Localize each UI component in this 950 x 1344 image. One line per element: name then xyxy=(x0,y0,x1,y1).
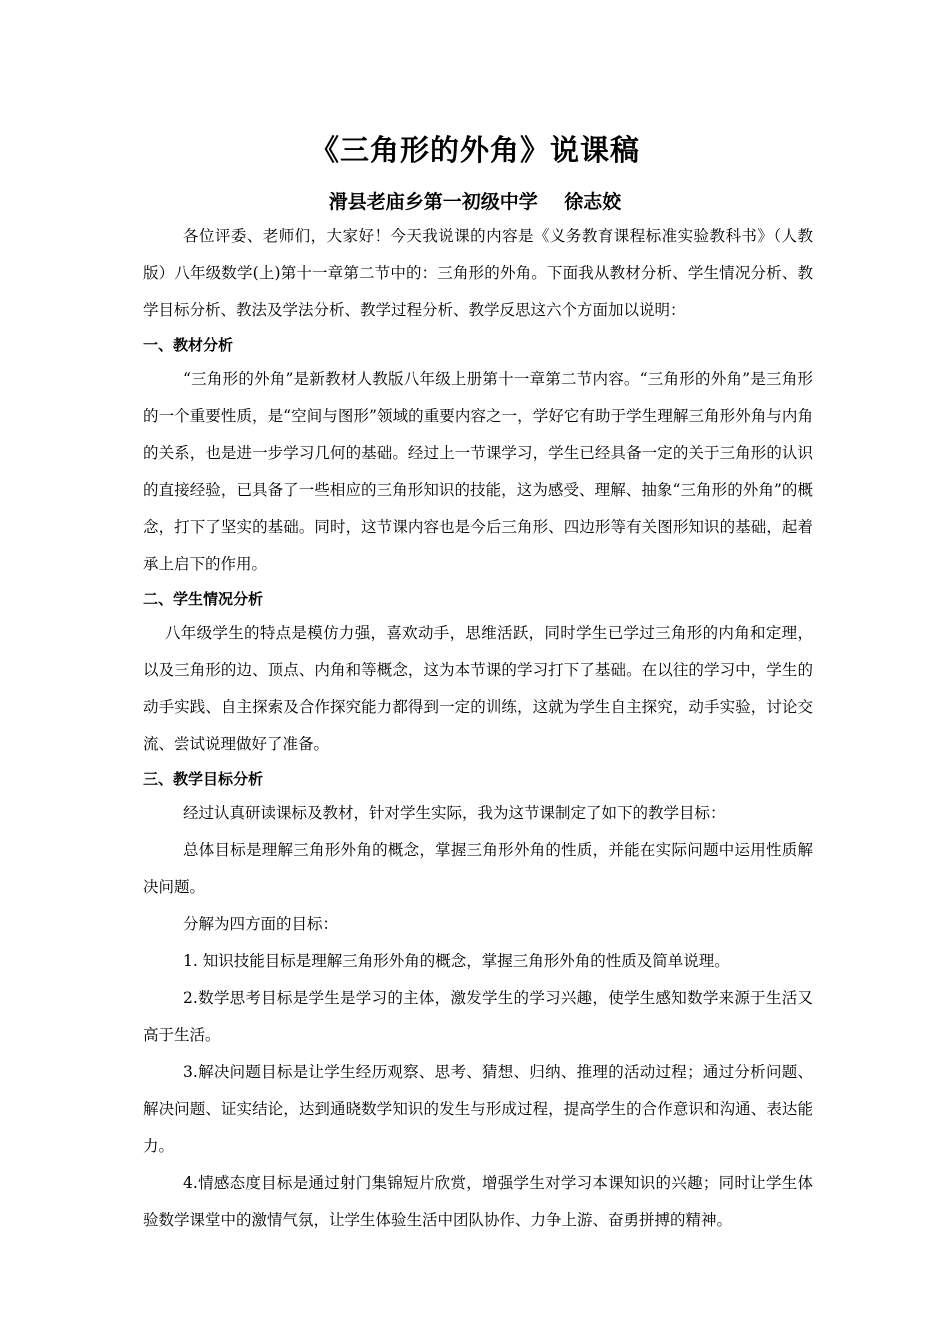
list-item: 1. 知识技能目标是理解三角形外角的概念，掌握三角形外角的性质及简单说理。 xyxy=(183,952,730,970)
document-title: 《三角形的外角》说课稿 xyxy=(309,133,640,167)
paragraph: 经过认真研读课标及教材，针对学生实际，我为这节课制定了如下的教学目标： xyxy=(183,804,726,822)
intro-paragraph: 各位评委、老师们，大家好！今天我说课的内容是《义务教育课程标准实验教科书》（人教版）八年级数学(上)第十一章第二节中的：三角形的外角。下面我从教材分析、学生情况分析、教学目标分析、教法及学法分析、教学过程分析、教学反思这六个方面加以说明： xyxy=(143,227,813,319)
paragraph: “三角形的外角”是新教材人教版八年级上册第十一章第二节内容。“三角形的外角”是三角形的一个重要性质，是“空间与图形”领域的重要内容之一，学好它有助于学生理解三角形外角与内角的关系，也是进一步学习几何的基础。经过上一节课学习，学生已经具备一定的关于三角形的认识的直接经验，已具备了一些相应的三角形知识的技能，这为感受、理解、抽象“三角形的外角”的概念，打下了坚实的基础。同时，这节课内容也是今后三角形、四边形等有关图形知识的基础，起着承上启下的作用。 xyxy=(143,370,813,573)
paragraph: 八年级学生的特点是模仿力强，喜欢动手，思维活跃，同时学生已学过三角形的内角和定理，以及三角形的边、顶点、内角和等概念，这为本节课的学习打下了基础。在以往的学习中，学生的动手实践、自主探索及合作探究能力都得到一定的训练，这就为学生自主探究，动手实验，讨论交流、尝试说理做好了准备。 xyxy=(143,624,813,753)
list-item: 4.情感态度目标是通过射门集锦短片欣赏，增强学生对学习本课知识的兴趣；同时让学生体验数学课堂中的激情气氛，让学生体验生活中团队协作、力争上游、奋勇拼搏的精神。 xyxy=(143,1174,813,1229)
list-item: 3.解决问题目标是让学生经历观察、思考、猜想、归纳、推理的活动过程；通过分析问题、解决问题、证实结论，达到通晓数学知识的发生与形成过程，提高学生的合作意识和沟通、表达能力。 xyxy=(143,1063,813,1155)
section-heading: 二、学生情况分析 xyxy=(143,590,264,608)
paragraph: 分解为四方面的目标： xyxy=(183,915,339,933)
document-body xyxy=(143,218,813,1239)
section-heading: 三、教学目标分析 xyxy=(143,770,264,788)
list-item: 2.数学思考目标是学生是学习的主体，激发学生的学习兴趣，使学生感知数学来源于生活又高于生活。 xyxy=(143,989,813,1044)
author-line: 滑县老庙乡第一初级中学 徐志姣 xyxy=(328,191,622,213)
section-heading: 一、教材分析 xyxy=(143,336,234,354)
paragraph: 总体目标是理解三角形外角的概念，掌握三角形外角的性质，并能在实际问题中运用性质解决问题。 xyxy=(143,841,813,896)
